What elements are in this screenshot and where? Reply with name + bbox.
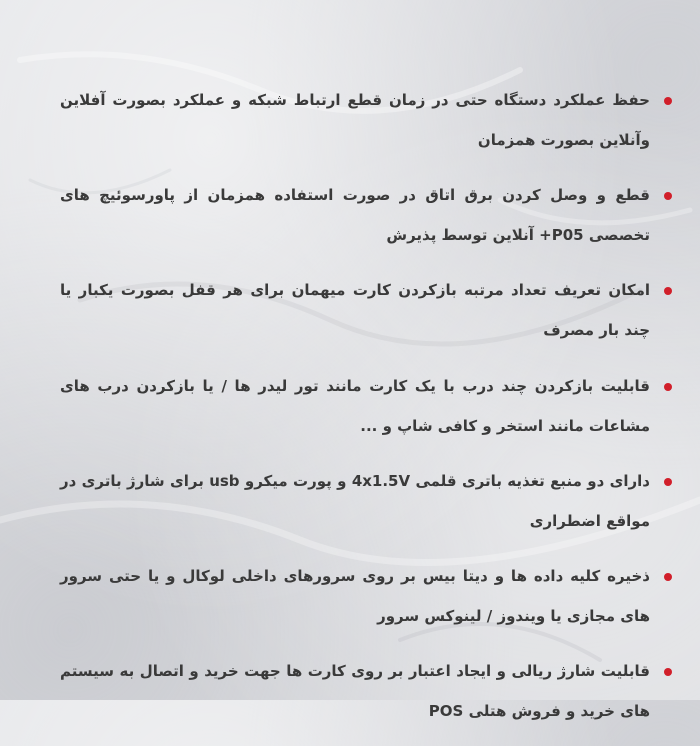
- feature-text: امکان تعریف تعداد مرتبه بازکردن کارت میهمان برای هر قفل بصورت یکبار یا چند بار مصرف: [60, 281, 650, 340]
- bullet-dot-icon: [664, 192, 672, 200]
- feature-item: [60, 461, 650, 541]
- feature-list: [60, 80, 650, 746]
- bullet-dot-icon: [664, 478, 672, 486]
- bullet-dot-icon: [664, 97, 672, 105]
- bullet-dot-icon: [664, 573, 672, 581]
- feature-item: [60, 175, 650, 255]
- feature-text: حفظ عملکرد دستگاه حتی در زمان قطع ارتباط شبکه و عملکرد بصورت آفلاین وآنلاین بصورت همزمان: [60, 91, 650, 149]
- feature-item: [60, 366, 650, 446]
- bullet-dot-icon: [664, 383, 672, 391]
- feature-item: [60, 270, 650, 350]
- bullet-dot-icon: [664, 287, 672, 295]
- bullet-dot-icon: [664, 668, 672, 676]
- feature-text: ذخیره کلیه داده ها و دیتا بیس بر روی سرورهای داخلی لوکال و یا حتی سرور های مجازی یا ویندوز / لینوکس سرور: [60, 566, 650, 625]
- feature-text: قطع و وصل کردن برق اتاق در صورت استفاده همزمان از پاورسوئیچ های تخصصی P05+ آنلاین توسط پذیرش: [60, 186, 650, 245]
- feature-text: قابلیت بازکردن چند درب با یک کارت مانند تور لیدر ها / یا بازکردن درب های مشاعات مانند استخر و کافی شاپ و ...: [60, 376, 650, 435]
- feature-text: دارای دو منبع تغذیه باتری قلمی 4x1.5V و پورت میکرو usb برای شارژ باتری در مواقع اضطراری: [60, 471, 650, 530]
- feature-text: قابلیت شارژ ریالی و ایجاد اعتبار بر روی کارت ها جهت خرید و اتصال به سیستم های خرید و فروش هتلی POS: [60, 662, 650, 721]
- feature-item: [60, 80, 650, 160]
- feature-item: [60, 651, 650, 731]
- feature-item: [60, 556, 650, 636]
